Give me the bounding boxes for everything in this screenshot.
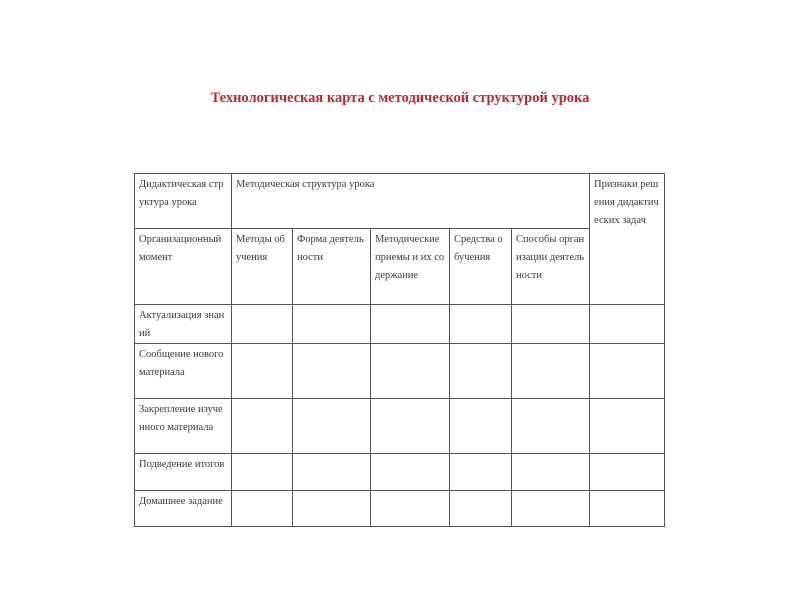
- empty-cell: [293, 491, 371, 527]
- row-label: Сообщение нового материала: [135, 344, 232, 399]
- empty-cell: [371, 344, 450, 399]
- row-label: Закрепление изученного материала: [135, 399, 232, 454]
- empty-cell: [450, 491, 512, 527]
- row-label: Подведение итогов: [135, 454, 232, 491]
- column-header: Способы организации деятельности: [512, 229, 590, 305]
- empty-cell: [293, 305, 371, 344]
- empty-cell: [590, 399, 665, 454]
- empty-cell: [590, 491, 665, 527]
- signs-header: Признаки решения дидактических задач: [590, 174, 665, 305]
- empty-cell: [590, 454, 665, 491]
- empty-cell: [293, 344, 371, 399]
- page-title: Технологическая карта с методической структурой урока: [210, 90, 590, 106]
- empty-cell: [450, 305, 512, 344]
- empty-cell: [590, 305, 665, 344]
- empty-cell: [371, 399, 450, 454]
- empty-cell: [512, 454, 590, 491]
- empty-cell: [232, 454, 293, 491]
- empty-cell: [450, 454, 512, 491]
- empty-cell: [293, 399, 371, 454]
- empty-cell: [512, 399, 590, 454]
- empty-cell: [232, 399, 293, 454]
- column-header: Форма деятельности: [293, 229, 371, 305]
- lesson-map-table: [134, 173, 665, 527]
- empty-cell: [512, 305, 590, 344]
- column-header: Средства обучения: [450, 229, 512, 305]
- empty-cell: [371, 491, 450, 527]
- empty-cell: [371, 305, 450, 344]
- empty-cell: [450, 344, 512, 399]
- empty-cell: [232, 305, 293, 344]
- empty-cell: [293, 454, 371, 491]
- row-label: Актуализация знаний: [135, 305, 232, 344]
- empty-cell: [232, 491, 293, 527]
- didactic-structure-header: Дидактическая структура урока: [135, 174, 232, 229]
- row-label: Домашнее задание: [135, 491, 232, 527]
- empty-cell: [232, 344, 293, 399]
- column-header: Методы обучения: [232, 229, 293, 305]
- column-header: Методические приемы и их содержание: [371, 229, 450, 305]
- empty-cell: [450, 399, 512, 454]
- empty-cell: [512, 491, 590, 527]
- empty-cell: [590, 344, 665, 399]
- methodical-structure-header: Методическая структура урока: [232, 174, 590, 229]
- empty-cell: [371, 454, 450, 491]
- row-label: Организационный момент: [135, 229, 232, 305]
- empty-cell: [512, 344, 590, 399]
